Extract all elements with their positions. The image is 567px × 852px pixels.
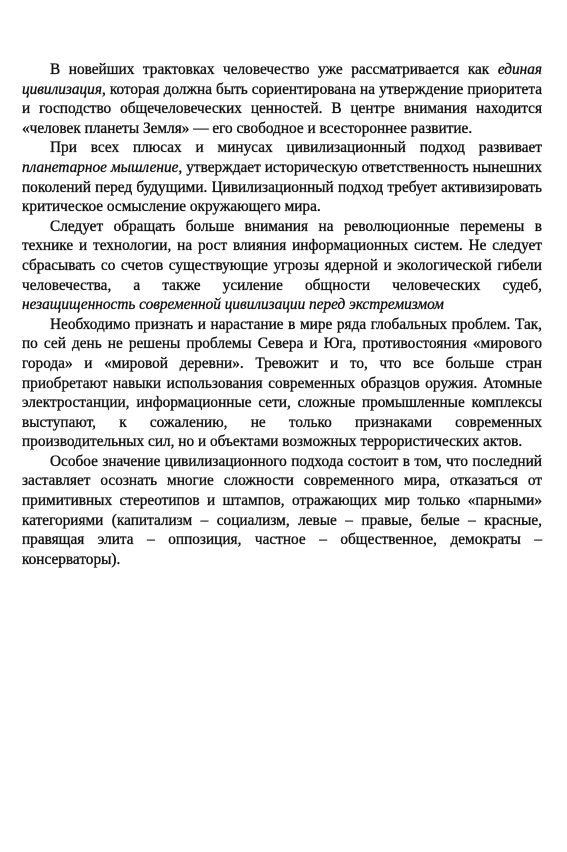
- body-text: [22, 60, 542, 569]
- paragraph-2: [22, 138, 542, 216]
- text-segment: Особое значение цивилизационного подхода состоит в том, что последний заставляет осознать многие сложности современного мира, отказаться от примитивных стереотипов и штампов, отражающих мир только «парными» категориями (капитализм – социализм, левые – правые, белые – красные, правящая элита – оппозиция, частное – общественное, демократы – консерваторы).: [22, 452, 542, 568]
- text-segment: В новейших трактовках человечество уже рассматривается как: [50, 61, 498, 78]
- paragraph-3: [22, 217, 542, 315]
- text-segment-italic: незащищенность современной цивилизации перед экстремизмом: [22, 296, 444, 314]
- text-segment: , которая должна быть сориентирована на утверждение приоритета и господство общечеловеческих ценностей. В центре внимания находится «человек планеты Земля» — его свободное и всестороннее развитие.: [22, 80, 542, 137]
- text-segment-italic: единая цивилизация: [22, 61, 542, 98]
- text-segment: , утверждает историческую ответственность нынешних поколений перед будущими. Цивилизационный подход требует активизировать критическое осмысление окружающего мира.: [22, 158, 543, 216]
- text-segment: При всех плюсах и минусах цивилизационный подход развивает: [50, 139, 542, 157]
- paragraph-1: [22, 60, 542, 138]
- text-segment-italic: планетарное мышление: [22, 158, 179, 176]
- text-segment: Следует обращать больше внимания на революционные перемены в технике и технологии, на рост влияния информационных систем. Не следует сбрасывать со счетов существующие угрозы ядерной и экологической гибели человечества, а также усиление общности человеческих судеб,: [22, 217, 542, 294]
- paragraph-4: [22, 315, 542, 452]
- text-segment: Необходимо признать и нарастание в мире ряда глобальных проблем. Так, по сей день не решены проблемы Севера и Юга, противостояния «мирового города» и «мировой деревни». Тревожит и то, что все больше стран приобретают навыки использования современных образцов оружия. Атомные электростанции, информационные сети, сложные промышленные комплексы выступают, к сожалению, не только признаками современных производительных сил, но и объектами возможных террористических актов.: [22, 315, 542, 451]
- paragraph-5: [22, 452, 542, 570]
